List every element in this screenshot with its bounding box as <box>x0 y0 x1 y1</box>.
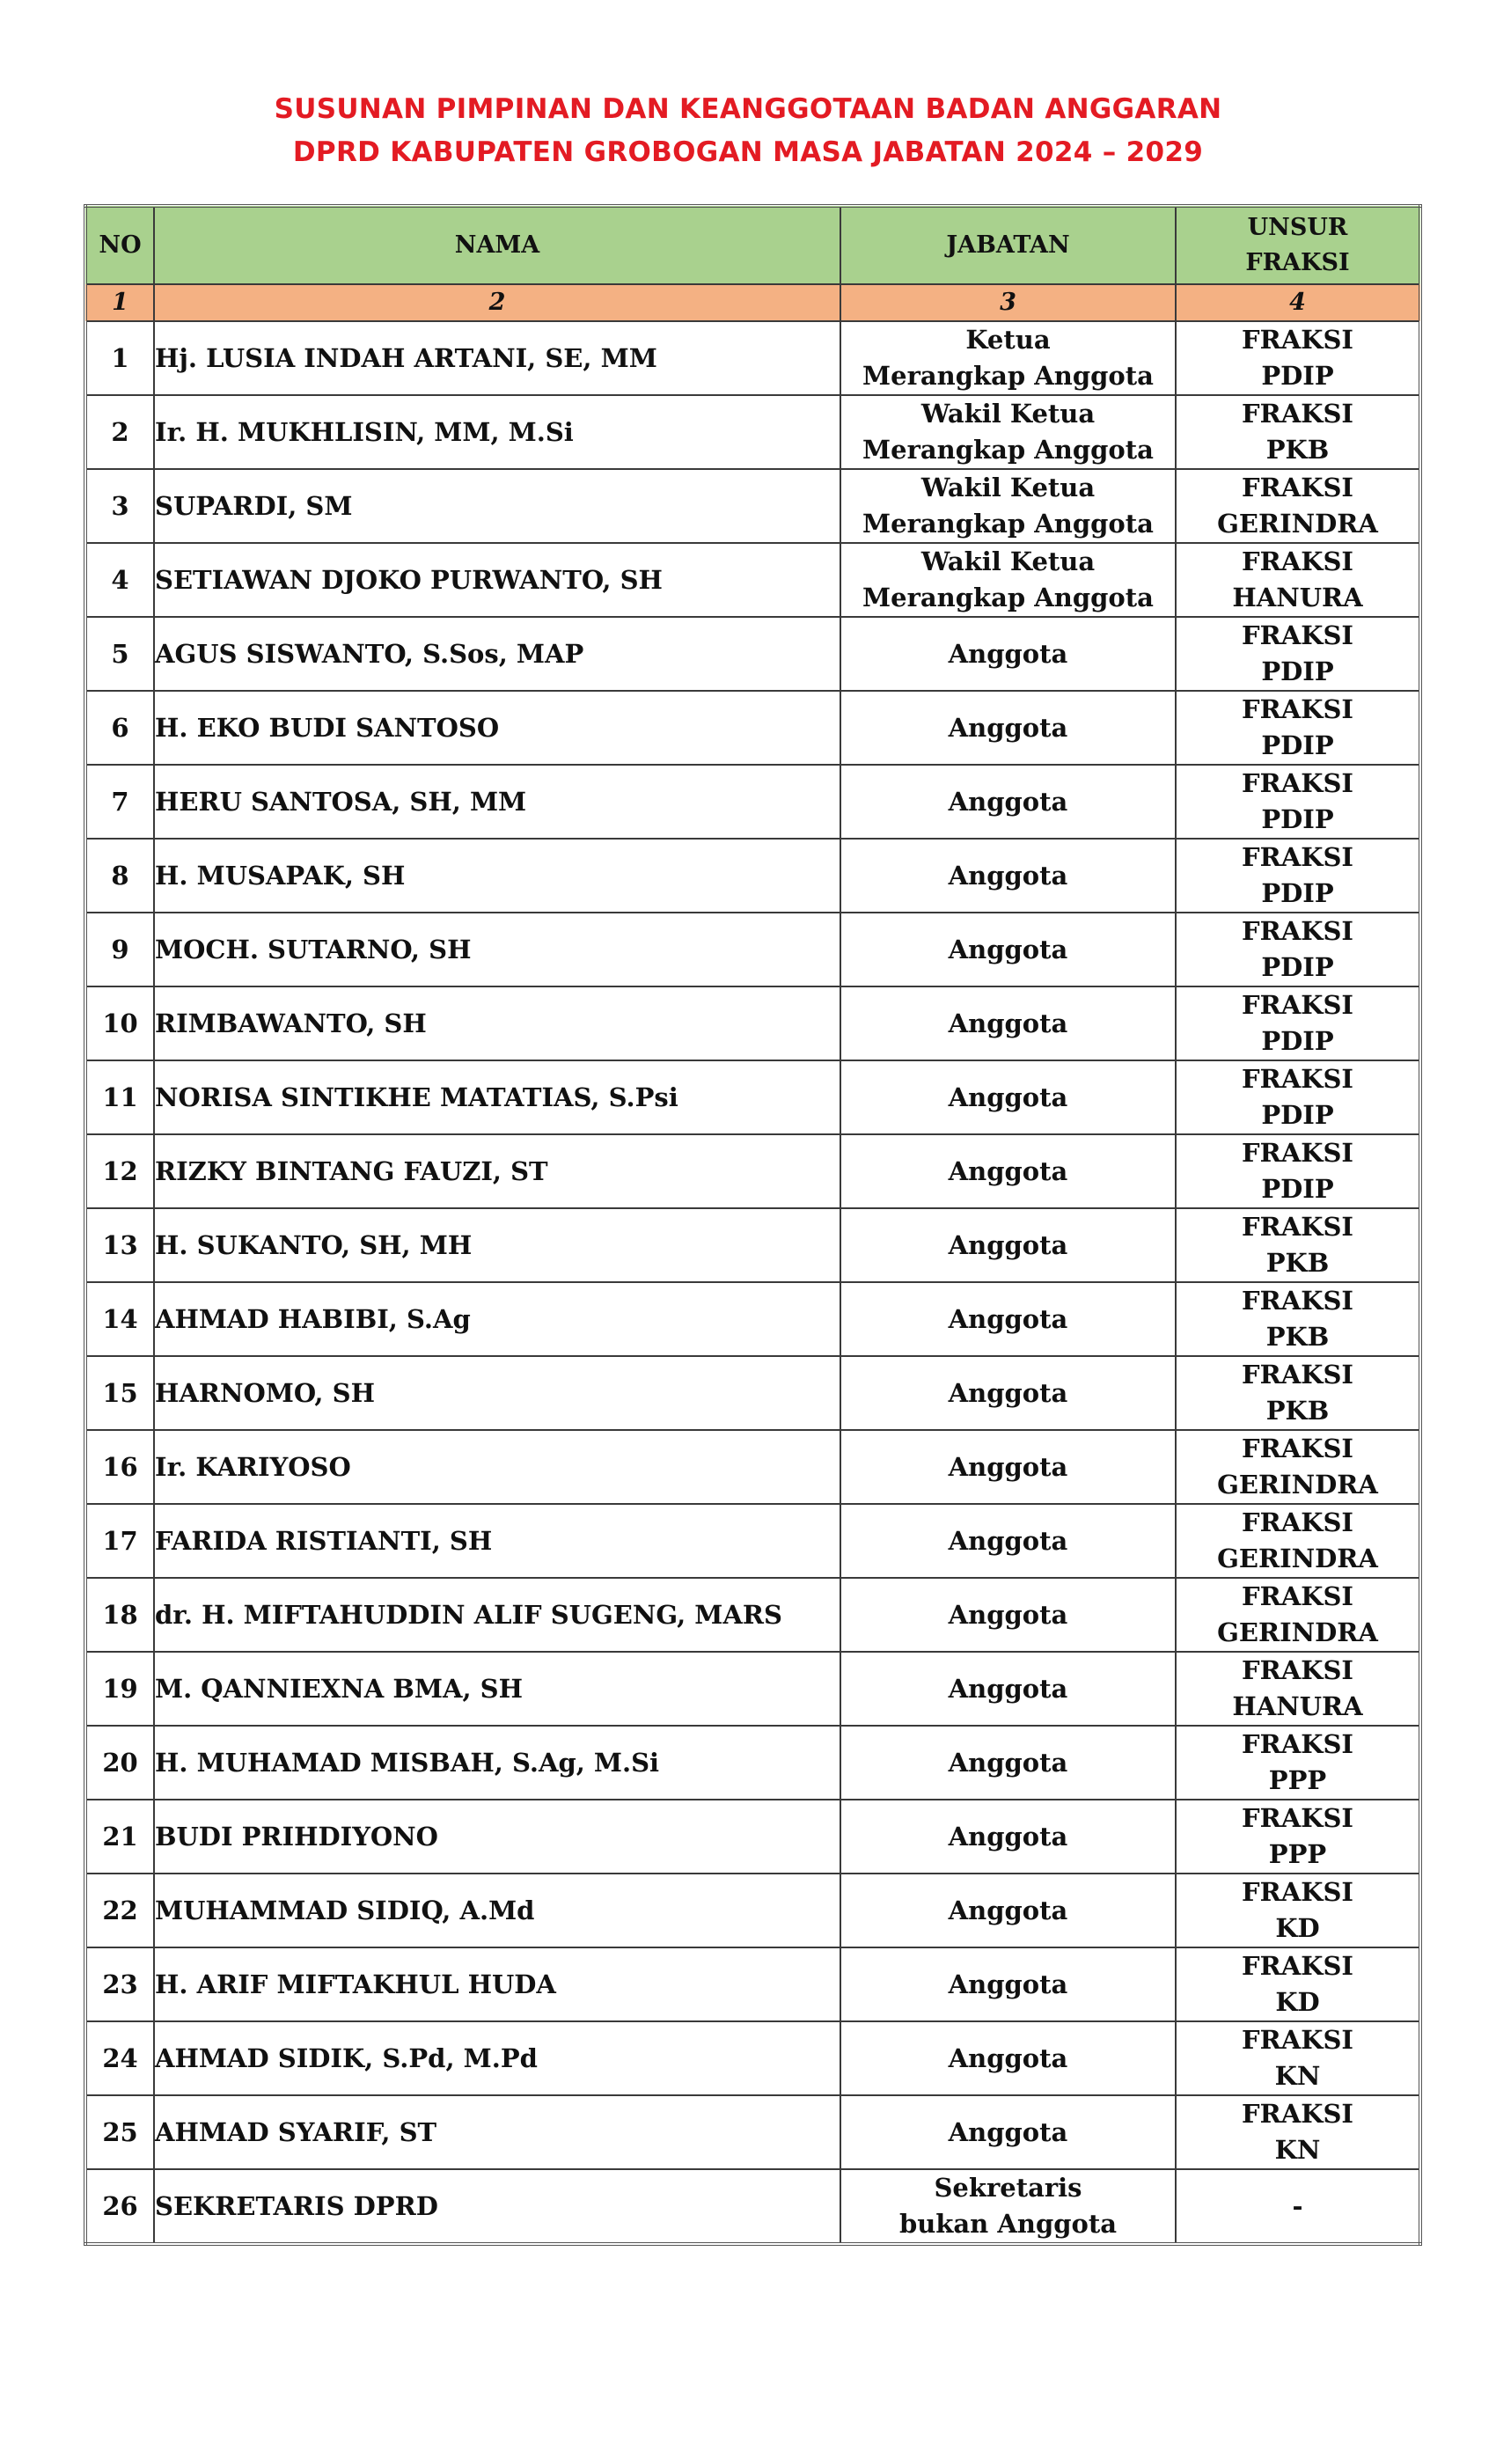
table-row <box>85 469 1420 543</box>
faction-line: FRAKSI <box>1242 1064 1353 1094</box>
position-line: Anggota <box>948 1821 1068 1852</box>
row-number: 22 <box>85 1874 154 1947</box>
faction-line: FRAKSI <box>1242 2025 1353 2055</box>
position-line: Anggota <box>948 1895 1068 1925</box>
member-position <box>840 1947 1176 2021</box>
member-faction <box>1176 1652 1420 1726</box>
faction-line: GERINDRA <box>1217 1617 1378 1647</box>
position-line: Anggota <box>948 786 1068 817</box>
row-number: 1 <box>85 321 154 395</box>
faction-line: FRAKSI <box>1242 473 1353 502</box>
position-line: Anggota <box>948 1525 1068 1556</box>
faction-line: FRAKSI <box>1242 546 1353 576</box>
position-line: Anggota <box>948 2116 1068 2147</box>
position-line: Anggota <box>948 1082 1068 1112</box>
faction-line: FRAKSI <box>1242 399 1353 429</box>
row-number: 14 <box>85 1282 154 1356</box>
row-number: 15 <box>85 1356 154 1430</box>
faction-line: FRAKSI <box>1242 1507 1353 1537</box>
faction-line: FRAKSI <box>1242 1951 1353 1981</box>
position-line: Sekretaris <box>934 2173 1082 2203</box>
member-name: dr. H. MIFTAHUDDIN ALIF SUGENG, MARS <box>154 1578 840 1652</box>
member-faction <box>1176 913 1420 986</box>
member-name: BUDI PRIHDIYONO <box>154 1800 840 1874</box>
faction-line: KD <box>1275 1987 1320 2017</box>
faction-line: PDIP <box>1261 1026 1334 1056</box>
member-faction <box>1176 1947 1420 2021</box>
row-number: 23 <box>85 1947 154 2021</box>
table-row <box>85 1060 1420 1134</box>
member-position <box>840 617 1176 691</box>
position-line: Anggota <box>948 1747 1068 1778</box>
row-number: 17 <box>85 1504 154 1578</box>
row-number: 24 <box>85 2021 154 2095</box>
table-row <box>85 1578 1420 1652</box>
member-name: AGUS SISWANTO, S.Sos, MAP <box>154 617 840 691</box>
faction-line: FRAKSI <box>1242 694 1353 724</box>
member-faction <box>1176 1578 1420 1652</box>
faction-line: PDIP <box>1261 656 1334 686</box>
member-position <box>840 469 1176 543</box>
member-faction <box>1176 469 1420 543</box>
member-name: NORISA SINTIKHE MATATIAS, S.Psi <box>154 1060 840 1134</box>
table-row <box>85 2169 1420 2244</box>
member-faction <box>1176 691 1420 765</box>
faction-line: HANURA <box>1232 1691 1363 1721</box>
faction-line: PDIP <box>1261 952 1334 982</box>
member-name: Hj. LUSIA INDAH ARTANI, SE, MM <box>154 321 840 395</box>
table-row <box>85 1652 1420 1726</box>
member-faction <box>1176 1874 1420 1947</box>
table-row <box>85 1356 1420 1430</box>
table-row <box>85 691 1420 765</box>
faction-line: FRAKSI <box>1242 1138 1353 1168</box>
document-title-line-2: DPRD KABUPATEN GROBOGAN MASA JABATAN 2024 – 2029 <box>292 136 1204 168</box>
position-line: Anggota <box>948 934 1068 964</box>
table-row <box>85 395 1420 469</box>
member-position <box>840 1282 1176 1356</box>
member-faction <box>1176 1060 1420 1134</box>
position-line: Wakil Ketua <box>920 399 1096 429</box>
faction-line: PKB <box>1265 435 1330 465</box>
position-line: bukan Anggota <box>898 2209 1118 2239</box>
member-faction <box>1176 765 1420 839</box>
row-number: 16 <box>85 1430 154 1504</box>
faction-line: FRAKSI <box>1242 2099 1353 2129</box>
row-number: 19 <box>85 1652 154 1726</box>
row-number: 3 <box>85 469 154 543</box>
member-position <box>840 1060 1176 1134</box>
faction-line: GERINDRA <box>1217 1470 1378 1500</box>
faction-line: FRAKSI <box>1242 990 1353 1020</box>
position-line: Ketua <box>965 325 1051 355</box>
column-number: 2 <box>154 284 840 321</box>
position-line: Wakil Ketua <box>920 473 1096 502</box>
faction-line: FRAKSI <box>1242 325 1353 355</box>
member-name: MUHAMMAD SIDIQ, A.Md <box>154 1874 840 1947</box>
member-name: RIMBAWANTO, SH <box>154 986 840 1060</box>
table-row <box>85 1726 1420 1800</box>
member-faction <box>1176 1504 1420 1578</box>
member-name: H. EKO BUDI SANTOSO <box>154 691 840 765</box>
member-name: M. QANNIEXNA BMA, SH <box>154 1652 840 1726</box>
table-row <box>85 1800 1420 1874</box>
member-position <box>840 395 1176 469</box>
member-faction <box>1176 986 1420 1060</box>
member-position <box>840 1726 1176 1800</box>
column-number-row <box>85 284 1420 321</box>
column-number: 3 <box>840 284 1176 321</box>
member-position <box>840 2095 1176 2169</box>
table-row <box>85 1208 1420 1282</box>
faction-line: GERINDRA <box>1217 1544 1378 1573</box>
faction-line: PDIP <box>1261 878 1334 908</box>
position-line: Merangkap Anggota <box>862 583 1154 612</box>
member-name: HARNOMO, SH <box>154 1356 840 1430</box>
member-position <box>840 1208 1176 1282</box>
member-position <box>840 765 1176 839</box>
faction-line: FRAKSI <box>1242 1286 1353 1316</box>
row-number: 21 <box>85 1800 154 1874</box>
faction-line: PDIP <box>1261 730 1334 760</box>
member-name: H. MUSAPAK, SH <box>154 839 840 913</box>
table-row <box>85 2095 1420 2169</box>
member-name: MOCH. SUTARNO, SH <box>154 913 840 986</box>
table-row <box>85 1874 1420 1947</box>
table-row <box>85 1134 1420 1208</box>
row-number: 2 <box>85 395 154 469</box>
row-number: 26 <box>85 2169 154 2244</box>
position-line: Merangkap Anggota <box>862 361 1154 391</box>
member-faction <box>1176 1208 1420 1282</box>
faction-line: PDIP <box>1261 361 1334 391</box>
row-number: 9 <box>85 913 154 986</box>
member-faction <box>1176 1282 1420 1356</box>
member-table <box>84 204 1422 2246</box>
member-faction <box>1176 1430 1420 1504</box>
row-number: 11 <box>85 1060 154 1134</box>
position-line: Anggota <box>948 638 1068 669</box>
header-no: NO <box>85 206 154 284</box>
member-position <box>840 986 1176 1060</box>
member-name: Ir. KARIYOSO <box>154 1430 840 1504</box>
table-row <box>85 986 1420 1060</box>
member-name: H. SUKANTO, SH, MH <box>154 1208 840 1282</box>
member-name: FARIDA RISTIANTI, SH <box>154 1504 840 1578</box>
faction-line: FRAKSI <box>1242 842 1353 872</box>
header-unsur-line2: FRAKSI <box>1245 249 1350 276</box>
faction-line: - <box>1292 2190 1303 2221</box>
member-name: AHMAD SIDIK, S.Pd, M.Pd <box>154 2021 840 2095</box>
table-row <box>85 1430 1420 1504</box>
member-faction <box>1176 2095 1420 2169</box>
member-faction <box>1176 395 1420 469</box>
position-line: Merangkap Anggota <box>862 509 1154 539</box>
member-position <box>840 1578 1176 1652</box>
faction-line: PDIP <box>1261 1174 1334 1204</box>
row-number: 5 <box>85 617 154 691</box>
member-position <box>840 1652 1176 1726</box>
member-position <box>840 321 1176 395</box>
faction-line: PKB <box>1265 1396 1330 1426</box>
row-number: 12 <box>85 1134 154 1208</box>
faction-line: FRAKSI <box>1242 1212 1353 1242</box>
position-line: Merangkap Anggota <box>862 435 1154 465</box>
faction-line: KD <box>1275 1913 1320 1943</box>
member-faction <box>1176 839 1420 913</box>
column-number: 4 <box>1176 284 1420 321</box>
member-position <box>840 1356 1176 1430</box>
member-faction <box>1176 1356 1420 1430</box>
faction-line: FRAKSI <box>1242 1803 1353 1833</box>
member-name: AHMAD SYARIF, ST <box>154 2095 840 2169</box>
member-position <box>840 1874 1176 1947</box>
member-name: HERU SANTOSA, SH, MM <box>154 765 840 839</box>
position-line: Anggota <box>948 1599 1068 1630</box>
header-nama: NAMA <box>154 206 840 284</box>
position-line: Anggota <box>948 1673 1068 1704</box>
member-faction <box>1176 617 1420 691</box>
member-faction <box>1176 2169 1420 2244</box>
faction-line: KN <box>1274 2135 1321 2165</box>
member-name: AHMAD HABIBI, S.Ag <box>154 1282 840 1356</box>
header-jabatan: JABATAN <box>840 206 1176 284</box>
member-faction <box>1176 1134 1420 1208</box>
member-name: Ir. H. MUKHLISIN, MM, M.Si <box>154 395 840 469</box>
member-faction <box>1176 321 1420 395</box>
position-line: Anggota <box>948 1155 1068 1186</box>
faction-line: PKB <box>1265 1322 1330 1352</box>
table-row <box>85 543 1420 617</box>
faction-line: PKB <box>1265 1248 1330 1278</box>
faction-line: FRAKSI <box>1242 768 1353 798</box>
member-faction <box>1176 543 1420 617</box>
row-number: 8 <box>85 839 154 913</box>
member-position <box>840 2169 1176 2244</box>
header-row <box>85 206 1420 284</box>
faction-line: FRAKSI <box>1242 1360 1353 1390</box>
faction-line: PPP <box>1268 1839 1327 1869</box>
document-title-line-1: SUSUNAN PIMPINAN DAN KEANGGOTAAN BADAN ANGGARAN <box>274 93 1222 125</box>
column-number: 1 <box>85 284 154 321</box>
member-position <box>840 543 1176 617</box>
member-position <box>840 691 1176 765</box>
member-position <box>840 1430 1176 1504</box>
faction-line: FRAKSI <box>1242 1434 1353 1463</box>
header-unsur-fraksi <box>1176 206 1420 284</box>
member-position <box>840 913 1176 986</box>
table-row <box>85 1947 1420 2021</box>
table-row <box>85 2021 1420 2095</box>
table-row <box>85 913 1420 986</box>
member-faction <box>1176 1726 1420 1800</box>
row-number: 10 <box>85 986 154 1060</box>
member-name: H. MUHAMAD MISBAH, S.Ag, M.Si <box>154 1726 840 1800</box>
table-row <box>85 617 1420 691</box>
row-number: 20 <box>85 1726 154 1800</box>
table-row <box>85 765 1420 839</box>
faction-line: FRAKSI <box>1242 916 1353 946</box>
table-row <box>85 1504 1420 1578</box>
member-name: H. ARIF MIFTAKHUL HUDA <box>154 1947 840 2021</box>
position-line: Wakil Ketua <box>920 546 1096 576</box>
position-line: Anggota <box>948 1229 1068 1260</box>
member-position <box>840 1134 1176 1208</box>
row-number: 7 <box>85 765 154 839</box>
position-line: Anggota <box>948 1969 1068 1999</box>
faction-line: PDIP <box>1261 1100 1334 1130</box>
position-line: Anggota <box>948 1008 1068 1038</box>
member-faction <box>1176 1800 1420 1874</box>
row-number: 25 <box>85 2095 154 2169</box>
faction-line: HANURA <box>1232 583 1363 612</box>
faction-line: GERINDRA <box>1217 509 1378 539</box>
row-number: 6 <box>85 691 154 765</box>
faction-line: PDIP <box>1261 804 1334 834</box>
faction-line: FRAKSI <box>1242 1877 1353 1907</box>
member-position <box>840 1800 1176 1874</box>
member-name: RIZKY BINTANG FAUZI, ST <box>154 1134 840 1208</box>
position-line: Anggota <box>948 1377 1068 1408</box>
table-row <box>85 839 1420 913</box>
faction-line: KN <box>1274 2061 1321 2091</box>
row-number: 4 <box>85 543 154 617</box>
faction-line: FRAKSI <box>1242 1729 1353 1759</box>
faction-line: PPP <box>1268 1765 1327 1795</box>
table-row <box>85 321 1420 395</box>
position-line: Anggota <box>948 1303 1068 1334</box>
faction-line: FRAKSI <box>1242 1655 1353 1685</box>
position-line: Anggota <box>948 712 1068 743</box>
row-number: 18 <box>85 1578 154 1652</box>
member-position <box>840 1504 1176 1578</box>
member-name: SEKRETARIS DPRD <box>154 2169 840 2244</box>
position-line: Anggota <box>948 2042 1068 2073</box>
position-line: Anggota <box>948 1451 1068 1482</box>
faction-line: FRAKSI <box>1242 620 1353 650</box>
member-position <box>840 839 1176 913</box>
header-unsur-line1: UNSUR <box>1247 214 1348 241</box>
position-line: Anggota <box>948 860 1068 891</box>
row-number: 13 <box>85 1208 154 1282</box>
member-name: SETIAWAN DJOKO PURWANTO, SH <box>154 543 840 617</box>
faction-line: FRAKSI <box>1242 1581 1353 1611</box>
member-faction <box>1176 2021 1420 2095</box>
member-position <box>840 2021 1176 2095</box>
table-row <box>85 1282 1420 1356</box>
member-name: SUPARDI, SM <box>154 469 840 543</box>
